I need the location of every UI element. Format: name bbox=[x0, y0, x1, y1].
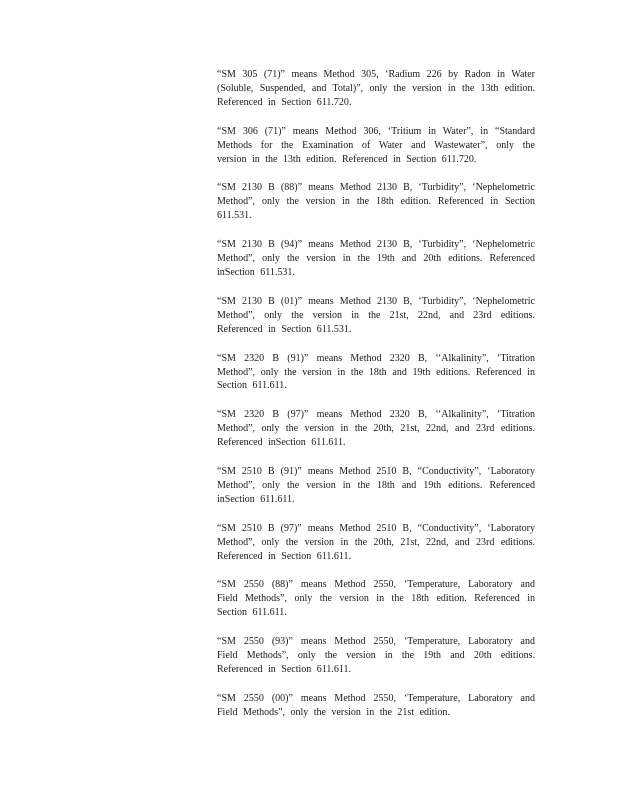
definition-sm-2320-b-91: “SM 2320 B (91)” means Method 2320 B, ‘‘Alkalinity”, ‘Titration Method”, only the version in the 18th and 19th editions. Referenced in Section 611.611. bbox=[217, 352, 535, 392]
definition-sm-2510-b-91: “SM 2510 B (91)” means Method 2510 B, “Conductivity”, ‘Laboratory Method”, only the version in the 18th and 19th editions. Referenced inSection 611.611. bbox=[217, 466, 535, 505]
definition-sm-2510-b-97: “SM 2510 B (97)” means Method 2510 B, “Conductivity”, ‘Laboratory Method”, only the version in the 20th, 21st, 22nd, and 23rd editions. Referenced in Section 611.611. bbox=[217, 522, 535, 562]
definition-sm-2130-b-88: “SM 2130 B (88)” means Method 2130 B, ‘Turbidity”, ‘Nephelometric Method”, only the version in the 18th edition. Referenced in Section 611.531. bbox=[217, 182, 535, 222]
definitions-list bbox=[217, 68, 535, 735]
definition-sm-305-71: “SM 305 (71)” means Method 305, ‘Radium 226 by Radon in Water (Soluble, Suspended, and Total)”, only the version in the 13th edition. Referenced in Section 611.720. bbox=[217, 69, 535, 108]
definition-sm-306-71: “SM 306 (71)” means Method 306, ‘Tritium in Water”, in “Standard Methods for the Examination of Water and Wastewater”, only the version in the 13th edition. Referenced in Section 611.720. bbox=[217, 125, 535, 165]
definition-sm-2550-88: “SM 2550 (88)” means Method 2550, ‘Temperature, Laboratory and Field Methods”, only the version in the 18th edition. Referenced in Section 611.611. bbox=[217, 579, 535, 619]
definition-sm-2550-93: “SM 2550 (93)” means Method 2550, ‘Temperature, Laboratory and Field Methods”, only the version in the 19th and 20th editions. Referenced in Section 611.611. bbox=[217, 636, 535, 675]
definition-sm-2130-b-94: “SM 2130 B (94)” means Method 2130 B, ‘Turbidity”, ‘Nephelometric Method”, only the version in the 19th and 20th editions. Referenced inSection 611.531. bbox=[217, 239, 535, 278]
definition-sm-2550-00: “SM 2550 (00)” means Method 2550, ‘Temperature, Laboratory and Field Methods”, only the version in the 21st edition. bbox=[217, 692, 535, 718]
definition-sm-2130-b-01: “SM 2130 B (01)” means Method 2130 B, ‘Turbidity”, ‘Nephelometric Method”, only the version in the 21st, 22nd, and 23rd editions. Referenced in Section 611.531. bbox=[217, 295, 535, 335]
definition-sm-2320-b-97: “SM 2320 B (97)” means Method 2320 B, ‘‘Alkalinity”, ‘Titration Method”, only the version in the 20th, 21st, 22nd, and 23rd editions. Referenced inSection 611.611. bbox=[217, 409, 535, 449]
